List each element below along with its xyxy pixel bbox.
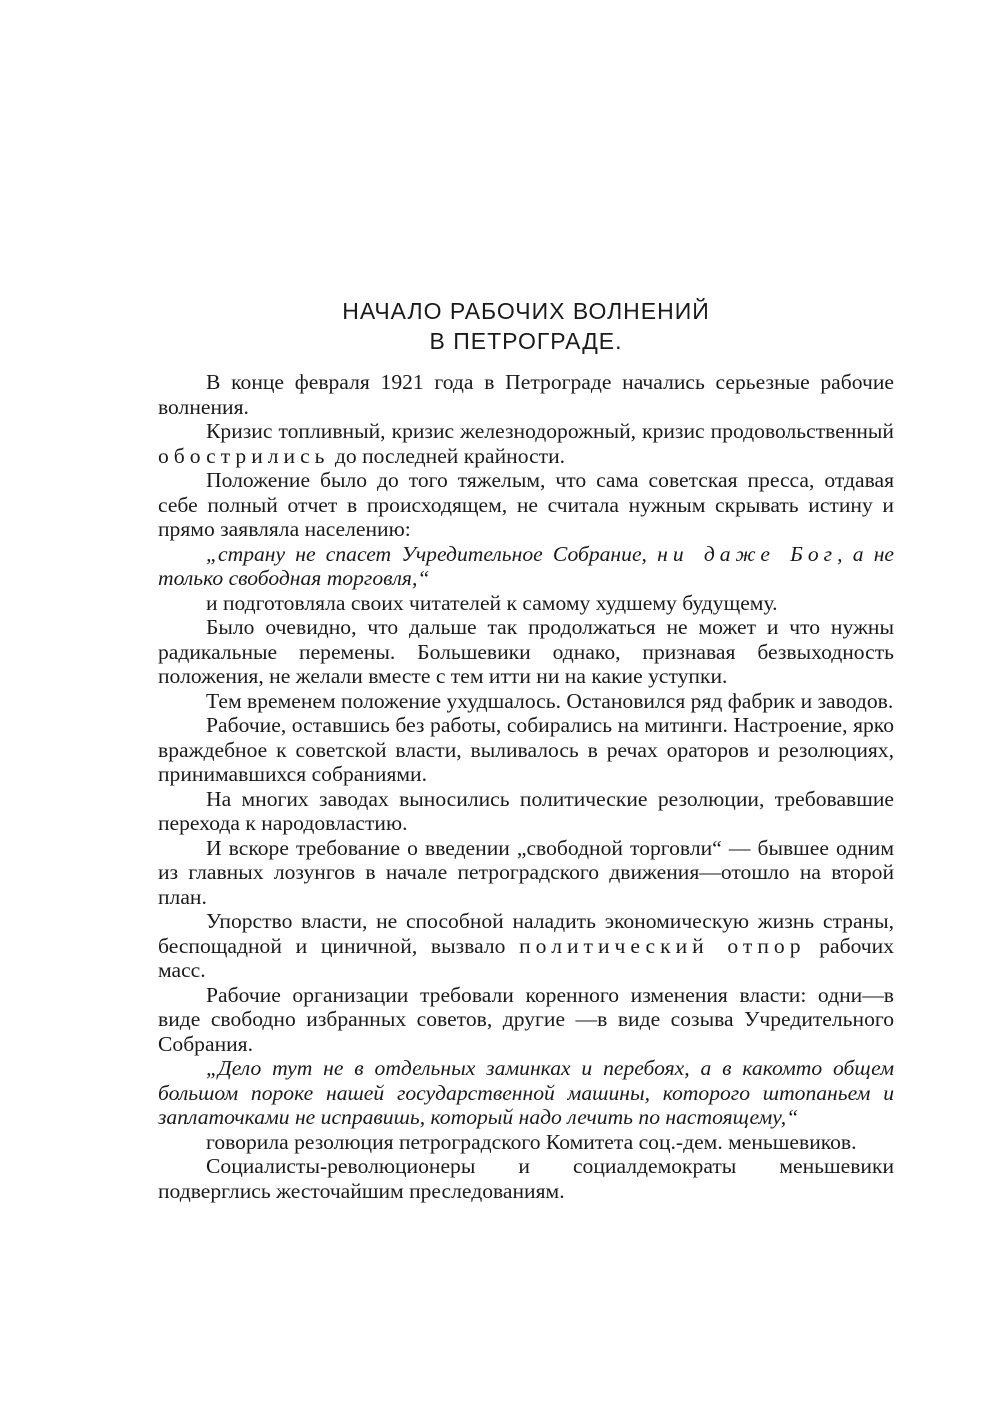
paragraph-1: В конце февраля 1921 года в Петрограде начались серьезные рабочие волнения. [158, 370, 894, 419]
paragraph-8: На многих заводах выносились политические резолюции, требовавшие перехода к народовластию. [158, 786, 894, 835]
paragraph-10-after: рабочих масс. [158, 933, 895, 982]
paragraph-2 [158, 419, 894, 468]
title-line-1: НАЧАЛО РАБОЧИХ ВОЛНЕНИЙ [342, 298, 710, 324]
paragraph-2-emphasis: обострились [158, 443, 330, 468]
paragraph-10 [158, 909, 894, 983]
paragraph-6: Тем временем положение ухудшалось. Остановился ряд фабрик и заводов. [206, 688, 894, 713]
paragraph-5: Было очевидно, что дальше так продолжаться не может и что нужны радикальные перемены. Большевики однако, признавая безвыходность положения, не желали вместе с тем итти ни на какие уступки. [158, 615, 894, 688]
quote-1-after: , а не только свободная торговля,“ [158, 541, 894, 590]
paragraph-4: и подготовляла своих читателей к самому худшему будущему. [206, 590, 778, 615]
title-line-2: В ПЕТРОГРАДЕ. [429, 328, 623, 354]
page-title [158, 296, 894, 356]
paragraph-12: говорила резолюция петроградского Комитета соц.-дем. меньшевиков. [206, 1129, 857, 1154]
quote-1-before: „страну не спасет Учредительное Собрание, [206, 541, 658, 566]
document-page [158, 296, 894, 1203]
paragraph-2-before: Кризис топливный, кризис железнодорожный, кризис продовольственный [206, 419, 894, 443]
paragraph-2-after: до последней крайности. [329, 443, 566, 468]
paragraph-10-before: Упорство власти, не способной наладить экономическую жизнь страны, беспощадной и циничной, вызвало [158, 909, 894, 958]
paragraph-9: И вскоре требование о введении „свободной торговли“ — бывшее одним из главных лозунгов в начале петроградского движения—отошло на второй план. [158, 835, 894, 909]
paragraph-10-emphasis: политический отпор [519, 933, 806, 958]
quote-1 [158, 542, 894, 591]
paragraph-13: Социалисты-революционеры и социалдемократы меньшевики подверглись жесточайшим преследованиям. [158, 1154, 894, 1203]
quote-2: „Дело тут не в отдельных заминках и перебоях, а в какомто общем большом пороке нашей государственной машины, которого штопаньем и заплаточками не исправишь, который надо лечить по настоящему,“ [158, 1056, 894, 1129]
quote-1-emphasis: ни даже Бог [657, 541, 838, 566]
paragraph-11: Рабочие организации требовали коренного изменения власти: одни—в виде свободно избранных советов, другие —в виде созыва Учредительного Собрания. [158, 982, 894, 1056]
paragraph-7: Рабочие, оставшись без работы, собирались на митинги. Настроение, ярко враждебное к советской власти, выливалось в речах ораторов и резолюциях, принимавшихся собраниями. [158, 713, 894, 786]
paragraph-3: Положение было до того тяжелым, что сама советская пресса, отдавая себе полный отчет в происходящем, не считала нужным скрывать истину и прямо заявляла населению: [158, 468, 894, 541]
